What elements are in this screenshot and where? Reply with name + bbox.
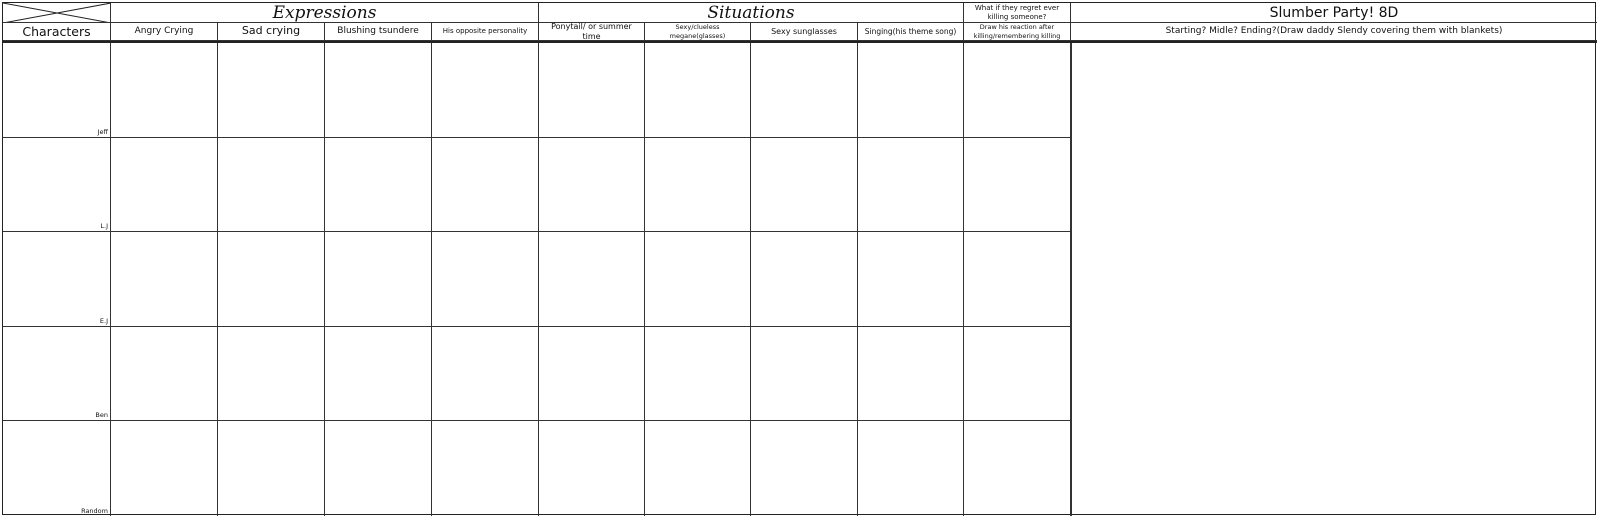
column-label: Blushing tsundere: [325, 23, 432, 41]
drawing-cell: [964, 43, 1071, 138]
character-cell: [3, 138, 111, 233]
drawing-cell: [539, 421, 645, 516]
drawing-cell: [111, 421, 218, 516]
drawing-cell: [111, 327, 218, 422]
drawing-cell: [858, 138, 964, 233]
drawing-cell: [539, 138, 645, 233]
drawing-cell: [432, 232, 539, 327]
situations-header: Situations: [539, 3, 964, 23]
drawing-cell: [325, 421, 432, 516]
column-label: His opposite personality: [432, 23, 539, 41]
character-cell: [3, 327, 111, 422]
drawing-cell: [858, 43, 964, 138]
drawing-cell: [645, 138, 751, 233]
drawing-cell: [645, 232, 751, 327]
drawing-cell: [539, 327, 645, 422]
drawing-cell: [325, 232, 432, 327]
drawing-cell: [964, 138, 1071, 233]
character-cell: [3, 43, 111, 138]
drawing-cell: [325, 43, 432, 138]
regret-header: What if they regret ever killing someone?: [964, 3, 1071, 23]
slumber-party-area: [1071, 43, 1597, 516]
drawing-cell: [645, 327, 751, 422]
drawing-cell: [325, 327, 432, 422]
column-label: Angry Crying: [111, 23, 218, 41]
column-label: Sad crying: [218, 23, 325, 41]
expressions-header: Expressions: [111, 3, 539, 23]
drawing-cell: [539, 43, 645, 138]
drawing-cell: [964, 421, 1071, 516]
drawing-cell: [432, 421, 539, 516]
drawing-cell: [325, 138, 432, 233]
column-label: Ponytail/ or summer time: [539, 23, 645, 41]
drawing-cell: [858, 232, 964, 327]
row-label: E.J: [99, 316, 108, 325]
drawing-cell: [645, 421, 751, 516]
drawing-cell: [858, 327, 964, 422]
drawing-cell: [218, 138, 325, 233]
drawing-cell: [432, 138, 539, 233]
row-label: Random: [81, 506, 108, 515]
crossed-box-icon: [3, 3, 111, 23]
drawing-cell: [218, 232, 325, 327]
drawing-cell: [432, 327, 539, 422]
drawing-cell: [111, 43, 218, 138]
row-label: L.J: [100, 222, 108, 231]
drawing-cell: [858, 421, 964, 516]
column-label: Draw his reaction after killing/remembering killing: [964, 23, 1071, 41]
drawing-cell: [964, 232, 1071, 327]
character-cell: [3, 421, 111, 516]
corner-cell: [3, 3, 111, 23]
drawing-cell: [751, 232, 858, 327]
drawing-cell: [218, 327, 325, 422]
drawing-cell: [964, 327, 1071, 422]
characters-header: Characters: [3, 23, 111, 41]
column-label: Starting? Midle? Ending?(Draw daddy Slendy covering them with blankets): [1071, 23, 1597, 41]
slumber-party-header: Slumber Party! 8D: [1071, 3, 1597, 23]
drawing-cell: [645, 43, 751, 138]
character-cell: [3, 232, 111, 327]
drawing-cell: [751, 421, 858, 516]
row-label: Ben: [95, 411, 108, 420]
drawing-cell: [751, 138, 858, 233]
drawing-cell: [111, 138, 218, 233]
row-label: Jeff: [97, 127, 108, 136]
meme-template-grid: [2, 2, 1596, 515]
drawing-cell: [751, 43, 858, 138]
drawing-cell: [539, 232, 645, 327]
column-label: Sexy/clueless megane(glasses): [645, 23, 751, 41]
drawing-cell: [751, 327, 858, 422]
drawing-cell: [218, 421, 325, 516]
drawing-cell: [111, 232, 218, 327]
drawing-cell: [432, 43, 539, 138]
column-label: Singing(his theme song): [858, 23, 964, 41]
column-label: Sexy sunglasses: [751, 23, 858, 41]
drawing-cell: [218, 43, 325, 138]
